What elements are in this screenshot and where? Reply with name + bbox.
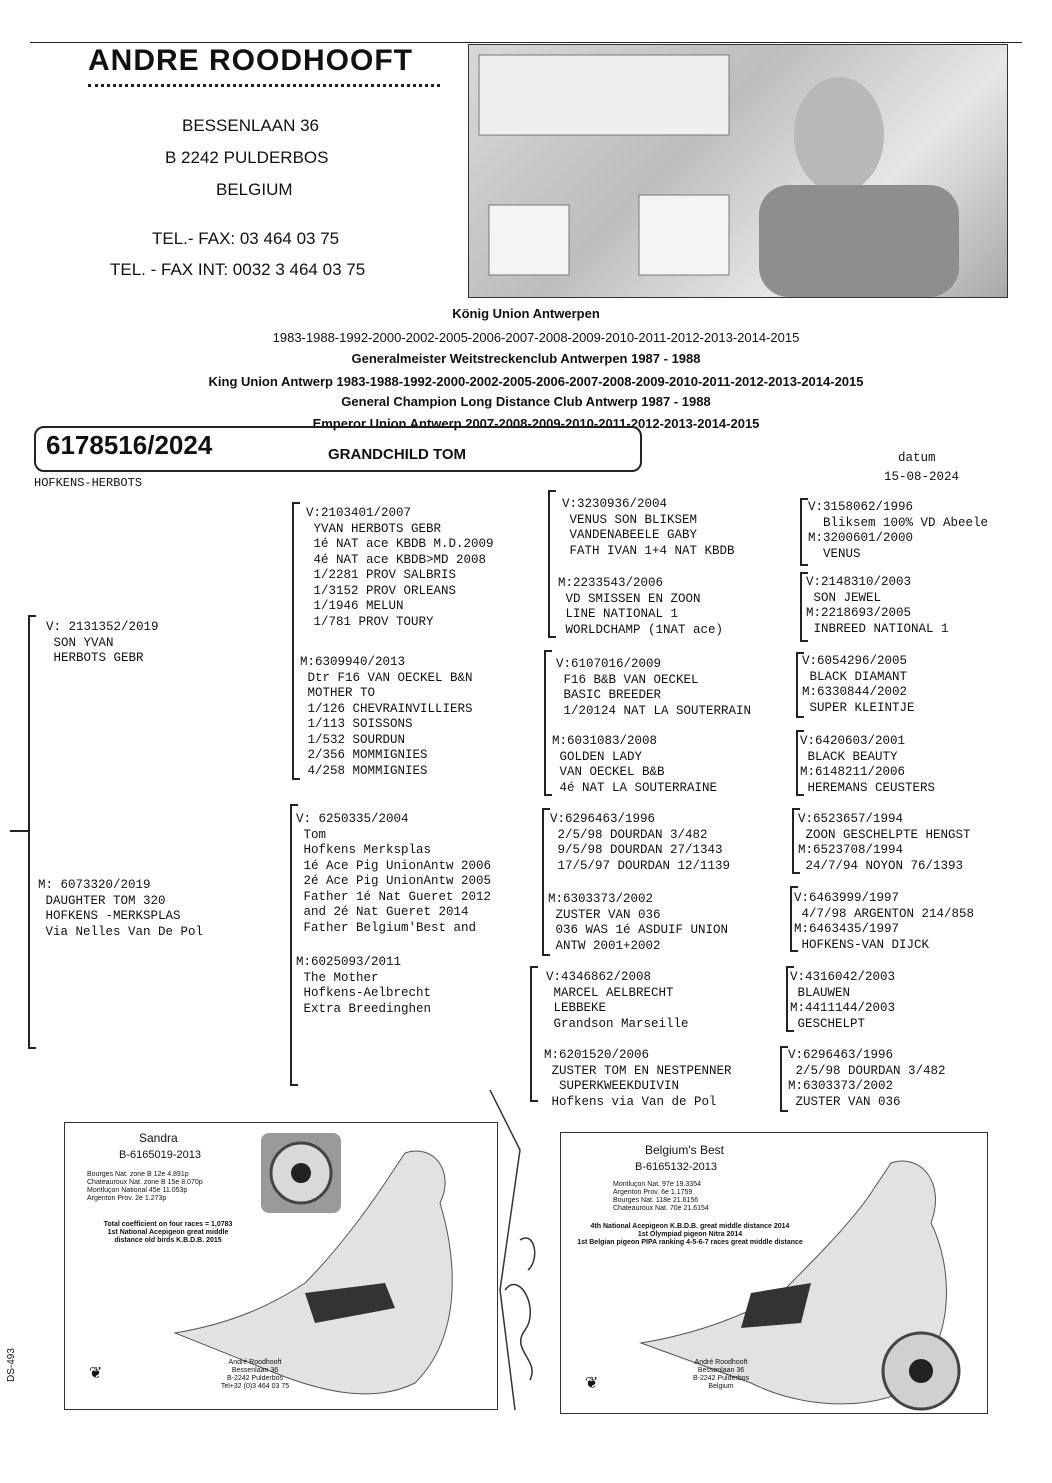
tel-fax-int: TEL. - FAX INT: 0032 3 464 03 75 (110, 260, 366, 279)
card-right-ring: B-6165132-2013 (635, 1161, 717, 1173)
dam: M: 6073320/2019 DAUGHTER TOM 320 HOFKENS -MERKSPLAS Via Nelles Van De Pol (38, 878, 204, 939)
gen3-bracket-4 (530, 966, 538, 1102)
address-line-3: BELGIUM (216, 180, 293, 199)
sire: V: 2131352/2019 SON YVAN HERBOTS GEBR (46, 620, 159, 665)
card-sandra (64, 1122, 498, 1410)
dam-dam: M:6025093/2011 The Mother Hofkens-Aelbrecht Extra Breedinghen (296, 955, 432, 1016)
side-code: DS-493 (6, 1348, 17, 1382)
result-row: Bourges Nat. 118e 21.6156 (613, 1197, 699, 1204)
card-left-notes: Total coefficient on four races = 1,0783 1st National Acepigeon great middle distance old birds K.B.D.B. 2015 (103, 1221, 233, 1244)
gen3-7: V:4346862/2008 MARCEL AELBRECHT LEBBEKE Grandson Marseille (546, 970, 689, 1031)
result-row: Argenton Prov. 2e 1.273p (87, 1195, 167, 1202)
result-row: Chateauroux Nat. 70e 21.6154 (613, 1205, 709, 1212)
gen4-4: V:6420603/2001 BLACK BEAUTY M:6148211/2006 HEREMANS CEUSTERS (800, 734, 936, 795)
gen4-bracket-8 (780, 1046, 788, 1112)
breeder-name: ANDRE ROODHOOFT (88, 44, 413, 77)
result-row: Montluçon Nat. 97e 19.3354 (613, 1181, 701, 1188)
gen4-7: V:4316042/2003 BLAUWEN M:4411144/2003 GESCHELPT (790, 970, 896, 1031)
card-right-footer: André Roodhooft Bessenlaan 36 B-2242 Pulderbos Belgium (692, 1359, 750, 1390)
gen4-5: V:6523657/1994 ZOON GESCHELPTE HENGST M:6523708/1994 24/7/94 NOYON 76/1393 (798, 812, 971, 873)
gen3-4: M:6031083/2008 GOLDEN LADY VAN OECKEL B&B 4é NAT LA SOUTERRAINE (552, 734, 718, 795)
title-1: König Union Antwerpen (452, 306, 600, 321)
title-2: 1983-1988-1992-2000-2002-2005-2006-2007-2008-2009-2010-2011-2012-2013-2014-2015 (272, 330, 800, 345)
card-left-ring: B-6165019-2013 (119, 1149, 201, 1161)
result-row: Argenton Prov. 6e 1.1759 (613, 1189, 693, 1196)
pigeon-name: GRANDCHILD TOM (328, 446, 467, 463)
gen4-2: V:2148310/2003 SON JEWEL M:2218693/2005 INBREED NATIONAL 1 (806, 575, 949, 636)
title-3: Generalmeister Weitstreckenclub Antwerpen 1987 - 1988 (351, 351, 701, 366)
gen3-bracket-2 (544, 650, 552, 796)
card-belgiums-best (560, 1132, 988, 1414)
gen2-bracket-sire (292, 502, 300, 780)
signature (480, 1090, 570, 1420)
pigeon-owner: HOFKENS-HERBOTS (34, 476, 143, 490)
gen3-5: V:6296463/1996 2/5/98 DOURDAN 3/482 9/5/98 DOURDAN 27/1343 17/5/97 DOURDAN 12/1139 (550, 812, 731, 873)
gen3-3: V:6107016/2009 F16 B&B VAN OECKEL BASIC BREEDER 1/20124 NAT LA SOUTERRAIN (556, 657, 752, 718)
gen4-bracket-1 (800, 498, 808, 566)
card-right-notes: 4th National Acepigeon K.B.D.B. great middle distance 2014 1st Olympiad pigeon Nitra 2014 1st Belgian pigeon PIPA ranking 4-5-6-7 races great middle distance (577, 1223, 803, 1246)
card-left-footer: André Roodhooft Bessenlaan 36 B-2242 Pulderbos Tel+32 (0)3 464 03 75 (220, 1359, 290, 1390)
name-underline (88, 84, 440, 87)
card-left-title: Sandra (139, 1131, 178, 1145)
gen3-bracket-1 (548, 490, 556, 638)
result-row: Montluçon National 45e 11.053p (87, 1187, 188, 1194)
kbdb-logo-icon: ❦ (585, 1375, 599, 1392)
kbdb-logo-icon: ❦ (89, 1365, 103, 1382)
datum-label: datum (898, 451, 936, 465)
title-5: General Champion Long Distance Club Antwerp 1987 - 1988 (341, 394, 711, 409)
sire-sire: V:2103401/2007 YVAN HERBOTS GEBR 1é NAT ace KBDB M.D.2009 4é NAT ace KBDB>MD 2008 1/2281 PROV SALBRIS 1/3152 PROV ORLEANS 1/1946 MELUN 1/781 PROV TOURY (306, 506, 494, 629)
title-4: King Union Antwerp 1983-1988-1992-2000-2002-2005-2006-2007-2008-2009-2010-2011-2012-2013-2014-2015 (208, 374, 864, 389)
breeder-photo (468, 44, 1008, 298)
gen3-2: M:2233543/2006 VD SMISSEN EN ZOON LINE NATIONAL 1 WORLDCHAMP (1NAT ace) (558, 576, 724, 637)
root-tick (10, 830, 28, 832)
result-row: Bourges Nat. zone B 12e 4.891p (87, 1171, 189, 1178)
gen4-8: V:6296463/1996 2/5/98 DOURDAN 3/482 M:6303373/2002 ZUSTER VAN 036 (788, 1048, 946, 1109)
tel-fax: TEL.- FAX: 03 464 03 75 (152, 229, 340, 248)
pigeon-image-right (601, 1143, 987, 1413)
dam-sire: V: 6250335/2004 Tom Hofkens Merksplas 1é Ace Pig UnionAntw 2006 2é Ace Pig UnionAntw 2005 Father 1é Nat Gueret 2012 and 2é Nat Gueret 2014 Father Belgium'Best and (296, 812, 492, 935)
gen4-6: V:6463999/1997 4/7/98 ARGENTON 214/858 M:6463435/1997 HOFKENS-VAN DIJCK (794, 891, 975, 952)
gen4-3: V:6054296/2005 BLACK DIAMANT M:6330844/2002 SUPER KLEINTJE (802, 654, 915, 715)
result-row: Chateauroux Nat. zone B 15e 8.070p (87, 1179, 203, 1186)
address-line-1: BESSENLAAN 36 (182, 116, 320, 135)
gen4-1: V:3158062/1996 Bliksem 100% VD Abeele M:3200601/2000 VENUS (808, 500, 989, 561)
gen1-bracket (28, 615, 36, 1049)
card-right-title: Belgium's Best (645, 1143, 724, 1157)
title-6: Emperor Union Antwerp 2007-2008-2009-2010-2011-2012-2013-2014-2015 (312, 416, 760, 431)
datum-value: 15-08-2024 (884, 470, 960, 484)
address-line-2: B 2242 PULDERBOS (165, 148, 329, 167)
gen3-6: M:6303373/2002 ZUSTER VAN 036 036 WAS 1é ASDUIF UNION ANTW 2001+2002 (548, 892, 729, 953)
gen3-8: M:6201520/2006 ZUSTER TOM EN NESTPENNER SUPERKWEEKDUIVIN Hofkens via Van de Pol (544, 1048, 732, 1109)
pigeon-ring: 6178516/2024 (46, 430, 213, 460)
sire-dam: M:6309940/2013 Dtr F16 VAN OECKEL B&N MOTHER TO 1/126 CHEVRAINVILLIERS 1/113 SOISSONS 1/532 SOURDUN 2/356 MOMMIGNIES 4/258 MOMMIGNIES (300, 655, 473, 778)
gen3-1: V:3230936/2004 VENUS SON BLIKSEM VANDENABEELE GABY FATH IVAN 1+4 NAT KBDB (562, 497, 735, 558)
top-rule (30, 42, 1022, 43)
